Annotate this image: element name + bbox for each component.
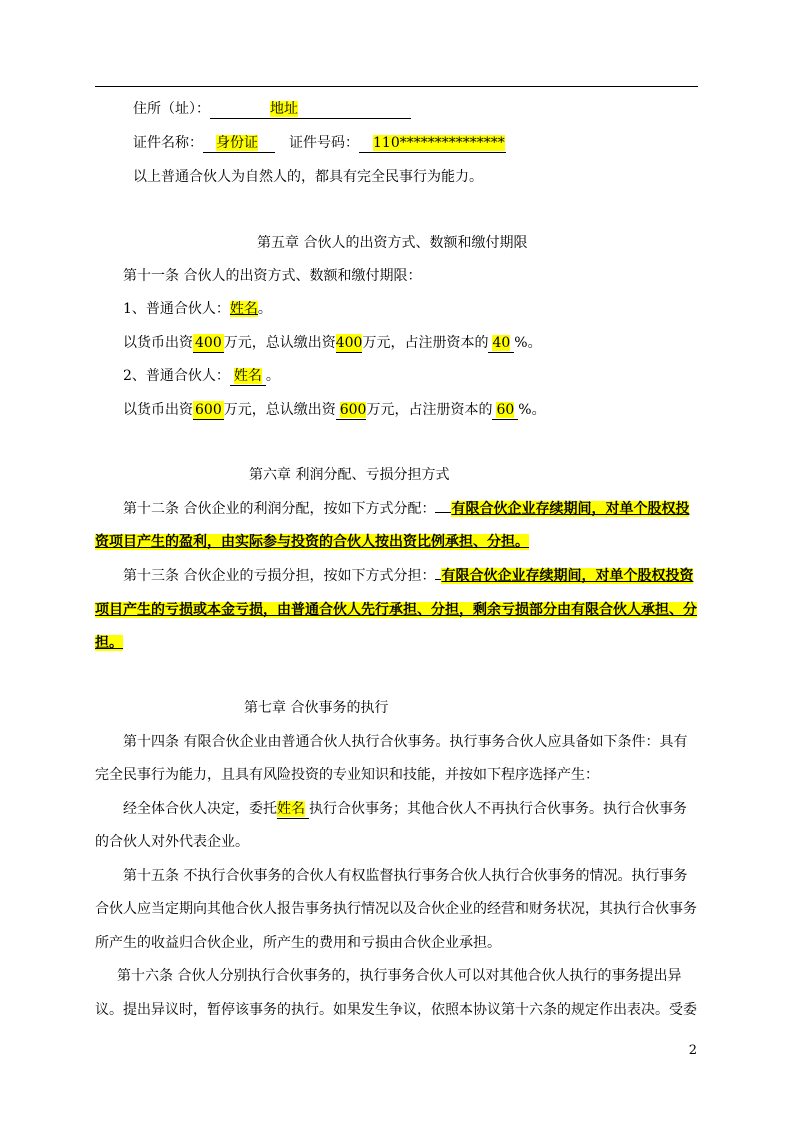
contrib-text-d: %。 (518, 402, 546, 418)
partner2-line (123, 366, 280, 388)
article-13-prefix: 第十三条 合伙企业的亏损分担，按如下方式分担： (123, 568, 436, 584)
partner1-name: 姓名 (229, 301, 258, 317)
article-13-highlight-1: 有限合伙企业存续期间，对单个股权投资 (441, 568, 694, 584)
article-15-line2: 合伙人应当定期向其他合伙人报告事务执行情况以及合伙企业的经营和财务状况，其执行合伙事务 (95, 901, 697, 917)
address-label: 住所（址）： (133, 101, 210, 117)
contrib-text-a: 以货币出资 (123, 402, 193, 418)
chapter6-title: 第六章 利润分配、亏损分担方式 (249, 467, 450, 483)
contrib-text-d: %。 (514, 335, 542, 351)
partner2-contribution (123, 400, 546, 422)
id-number-field (359, 134, 506, 153)
article-16-line2: 议。提出异议时，暂停该事务的执行。如果发生争议，依照本协议第十六条的规定作出表决。受委 (95, 1002, 697, 1018)
contrib-text-c: 万元，占注册资本的 (366, 402, 493, 418)
article-12-prefix: 第十二条 合伙企业的利润分配，按如下方式分配： (123, 501, 436, 517)
natural-person-note: 以上普通合伙人为自然人的，都具有完全民事行为能力。 (133, 169, 483, 185)
article-13-highlight-2: 项目产生的亏损或本金亏损，由普通合伙人先行承担、分担，剩余亏损部分由有限合伙人承担、分 (95, 602, 697, 618)
partner1-percent-field (488, 334, 514, 353)
partner1-cash: 400 (195, 335, 222, 351)
partner2-name-field (230, 367, 266, 386)
partner2-suffix: 。 (265, 368, 280, 384)
executor-name-field (277, 800, 309, 819)
article-12-line1 (123, 499, 689, 521)
article-14-line3 (123, 799, 687, 821)
article-14-line2: 完全民事行为能力，且具有风险投资的专业知识和技能，并按如下程序选择产生： (95, 767, 599, 783)
article-13-line3 (95, 633, 123, 655)
partner1-label: 1、普通合伙人： (123, 301, 230, 317)
partner1-suffix: 。 (257, 301, 272, 317)
address-field (210, 100, 411, 119)
article-11: 第十一条 合伙人的出资方式、数额和缴付期限： (123, 268, 422, 284)
chapter5-title: 第五章 合伙人的出资方式、数额和缴付期限 (257, 235, 528, 251)
partner1-total: 400 (335, 335, 363, 351)
partner2-total-field (336, 401, 367, 420)
article-16-line1: 第十六条 合伙人分别执行合伙事务的，执行事务合伙人可以对其他合伙人执行的事务提出异 (117, 968, 682, 984)
partner1-percent: 40 (492, 335, 511, 351)
article-13-highlight-3: 担。 (95, 635, 123, 651)
article-14-text-a: 经全体合伙人决定，委托 (123, 801, 277, 817)
article-15-line3: 所产生的收益归合伙企业，所产生的费用和亏损由合伙企业承担。 (95, 935, 501, 951)
article-13-line1 (123, 566, 693, 588)
article-14-text-b: 执行合伙事务；其他合伙人不再执行合伙事务。执行合伙事务 (309, 801, 687, 817)
article-12-highlight-1: 有限合伙企业存续期间，对单个股权投 (451, 501, 690, 517)
id-number-label: 证件号码： (289, 135, 359, 151)
id-name-label: 证件名称： (133, 135, 203, 151)
chapter7-title: 第七章 合伙事务的执行 (244, 700, 389, 716)
partner1-line (123, 299, 272, 321)
article-15-line1: 第十五条 不执行合伙事务的合伙人有权监督执行事务合伙人执行合伙事务的情况。执行事务 (123, 868, 688, 884)
partner2-label: 2、普通合伙人： (123, 368, 230, 384)
header-rule (95, 86, 698, 87)
article-14-line1: 第十四条 有限合伙企业由普通合伙人执行合伙事务。执行事务合伙人应具备如下条件：具有 (123, 734, 688, 750)
id-name-field (203, 134, 275, 153)
contrib-text-b: 万元，总认缴出资 (223, 335, 336, 351)
contrib-text-a: 以货币出资 (123, 335, 193, 351)
contrib-text-b: 万元，总认缴出资 (223, 402, 336, 418)
article-12-line2 (95, 532, 529, 554)
partner2-total: 600 (339, 402, 367, 418)
article-13-line2 (95, 600, 697, 622)
page-number: 2 (688, 1043, 697, 1058)
id-line (133, 133, 506, 155)
article-14-line4: 的合伙人对外代表企业。 (95, 834, 249, 850)
article-12-highlight-2: 资项目产生的盈利，由实际参与投资的合伙人按出资比例承担、分担。 (95, 534, 529, 550)
partner2-percent-field (492, 401, 518, 420)
partner1-contribution (123, 333, 542, 355)
contrib-text-c: 万元，占注册资本的 (362, 335, 489, 351)
executor-name: 姓名 (277, 801, 305, 817)
partner2-percent: 60 (496, 402, 515, 418)
id-number-value: 110*************** (373, 135, 505, 151)
address-line (133, 99, 411, 121)
partner2-cash: 600 (195, 402, 222, 418)
address-value: 地址 (270, 101, 298, 117)
partner2-name: 姓名 (233, 368, 262, 384)
id-name-value: 身份证 (216, 135, 258, 151)
